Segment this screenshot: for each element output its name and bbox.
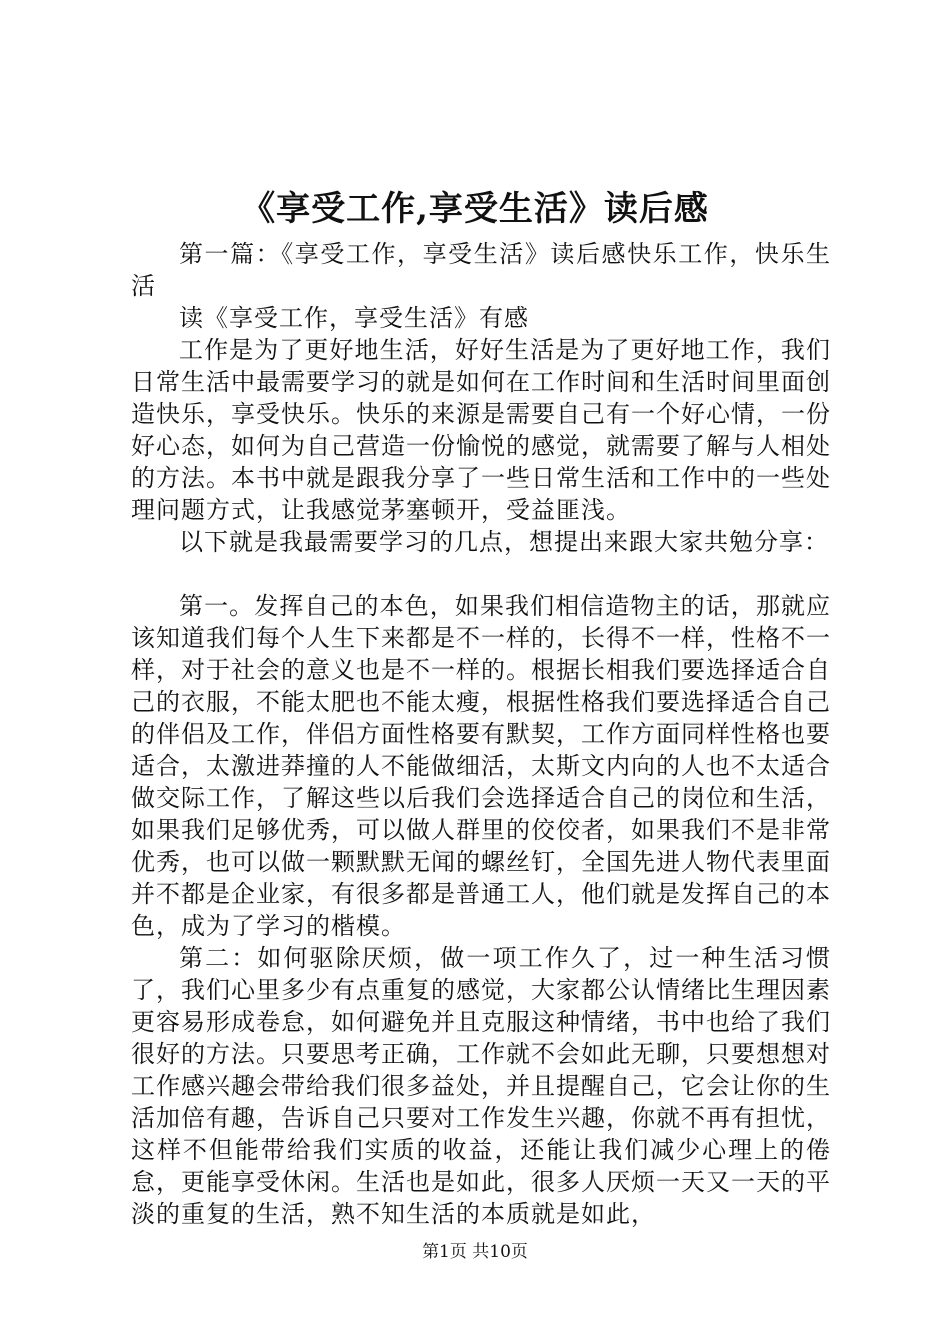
paragraph-heading: 第一篇：《享受工作，享受生活》读后感快乐工作，快乐生活: [131, 240, 831, 300]
document-title: 《享受工作,享受生活》读后感: [241, 189, 709, 229]
paragraph-subtitle: 读《享受工作，享受生活》有感: [179, 304, 529, 332]
document-body: [131, 238, 831, 1230]
paragraph-lead-in: 以下就是我最需要学习的几点，想提出来跟大家共勉分享：: [179, 528, 829, 556]
paragraph-point-one: 第一。发挥自己的本色，如果我们相信造物主的话，那就应该知道我们每个人生下来都是不一样的，长得不一样，性格不一样，对于社会的意义也是不一样的。根据长相我们要选择适合自己的衣服，不能太肥也不能太瘦，根据性格我们要选择适合自己的伴侣及工作，伴侣方面性格要有默契，工作方面同样性格也要适合，太激进莽撞的人不能做细活，太斯文内向的人也不太适合做交际工作，了解这些以后我们会选择适合自己的岗位和生活，如果我们足够优秀，可以做人群里的佼佼者，如果我们不是非常优秀，也可以做一颗默默无闻的螺丝钉，全国先进人物代表里面并不都是企业家，有很多都是普通工人，他们就是发挥自己的本色，成为了学习的楷模。: [131, 592, 831, 940]
paragraph-point-two: 第二：如何驱除厌烦，做一项工作久了，过一种生活习惯了，我们心里多少有点重复的感觉，大家都公认情绪比生理因素更容易形成卷怠，如何避免并且克服这种情绪，书中也给了我们很好的方法。只要思考正确，工作就不会如此无聊，只要想想对工作感兴趣会带给我们很多益处，并且提醒自己，它会让你的生活加倍有趣，告诉自己只要对工作发生兴趣，你就不再有担忧，这样不但能带给我们实质的收益，还能让我们减少心理上的倦怠，更能享受休闲。生活也是如此，很多人厌烦一天又一天的平淡的重复的生活，熟不知生活的本质就是如此，: [131, 944, 831, 1228]
page-number-footer: 第1页 共10页: [422, 1242, 528, 1262]
paragraph-intro: 工作是为了更好地生活，好好生活是为了更好地工作，我们日常生活中最需要学习的就是如何在工作时间和生活时间里面创造快乐，享受快乐。快乐的来源是需要自己有一个好心情，一份好心态，如何为自己营造一份愉悦的感觉，就需要了解与人相处的方法。本书中就是跟我分享了一些日常生活和工作中的一些处理问题方式，让我感觉茅塞顿开，受益匪浅。: [131, 336, 831, 524]
